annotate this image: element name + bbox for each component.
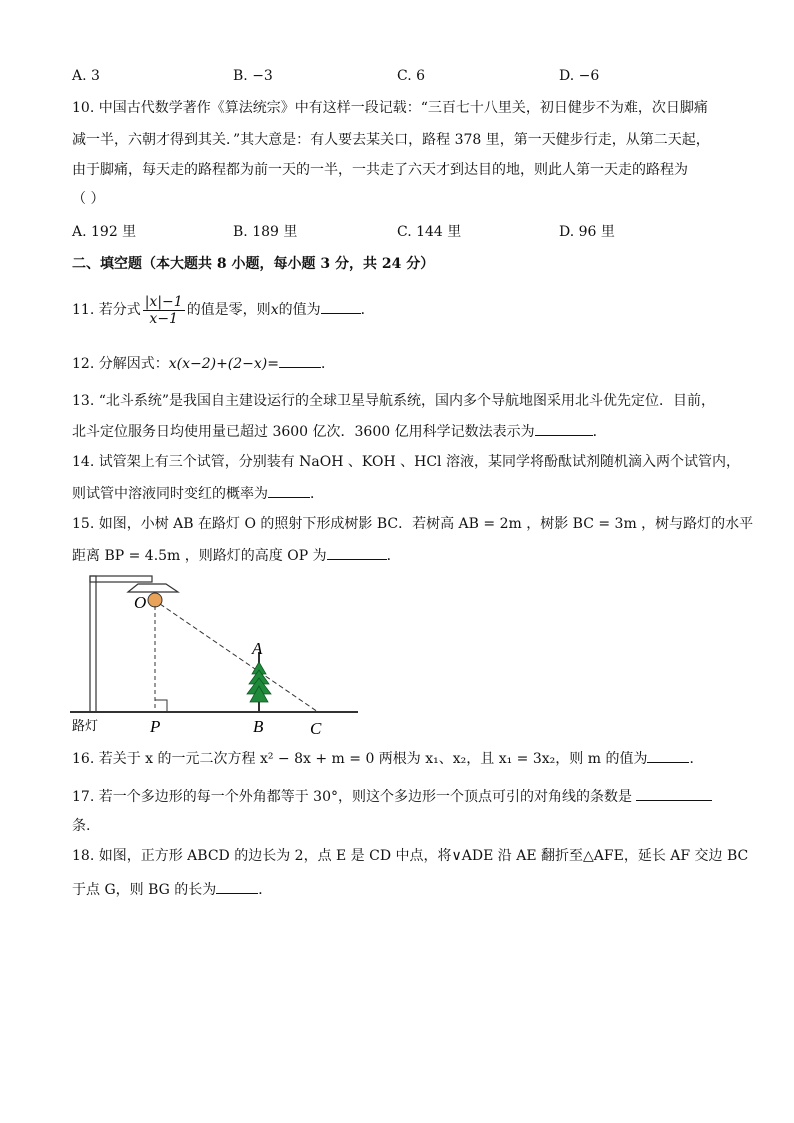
q9-option-a: A. 3 <box>72 68 100 84</box>
q17-line2: 条. <box>72 818 91 834</box>
q16-period: ． <box>689 751 704 767</box>
q9-option-c: C. 6 <box>397 68 426 84</box>
label-a: A <box>252 639 263 658</box>
tree-icon <box>247 662 271 702</box>
q17-answer-blank[interactable] <box>636 787 712 801</box>
q13-line1: 13. “北斗系统”是我国自主建设运行的全球卫星导航系统，国内多个导航地图采用北斗优先定位．目前， <box>72 393 716 409</box>
label-o: O <box>134 593 147 612</box>
q11-period: ． <box>360 302 375 318</box>
section-title: 二、填空题（本大题共 8 小题，每小题 3 分，共 24 分） <box>72 256 435 272</box>
q16 <box>72 749 703 768</box>
q12 <box>72 354 335 373</box>
q9-option-d: D. −6 <box>559 68 600 84</box>
label-c: C <box>310 719 322 738</box>
label-b: B <box>253 717 264 736</box>
q11-prefix: 11. 若分式 <box>72 302 141 318</box>
q17 <box>72 787 712 806</box>
lamp-pole <box>90 576 96 712</box>
q18-line2-wrap <box>72 880 272 899</box>
q15-answer-blank[interactable] <box>327 546 387 560</box>
q10-line1: 10. 中国古代数学著作《算法统宗》中有这样一段记载：“三百七十八里关，初日健步不为难，次日脚痛 <box>72 100 708 116</box>
q14-line2-wrap <box>72 484 324 503</box>
q10-option-c: C. 144 里 <box>397 224 462 240</box>
q12-expr: x(x−2)+(2−x)= <box>168 356 279 372</box>
q15-line2: 距离 BP = 4.5m ，则路灯的高度 OP 为 <box>72 548 327 564</box>
q11-suffix2: 的值为 <box>278 302 321 318</box>
q16-answer-blank[interactable] <box>647 749 689 763</box>
q11-var: x <box>270 302 279 318</box>
q13-line2: 北斗定位服务日均使用量已超过 3600 亿次．3600 亿用科学记数法表示为 <box>72 424 535 440</box>
q11-fraction <box>143 294 185 327</box>
q13-line2-wrap <box>72 422 607 441</box>
q12-period: ． <box>321 356 335 372</box>
right-angle-mark <box>155 700 167 712</box>
q18-line2: 于点 G，则 BG 的长为 <box>72 882 217 898</box>
streetlight-figure <box>70 570 365 740</box>
q11-denominator: x−1 <box>149 310 178 327</box>
q15-line1: 15. 如图，小树 AB 在路灯 O 的照射下形成树影 BC．若树高 AB = 2m ，树影 BC = 3m ，树与路灯的水平 <box>72 516 754 532</box>
q10-option-a: A. 192 里 <box>72 224 137 240</box>
q10-option-b: B. 189 里 <box>233 224 298 240</box>
q15-period: ． <box>386 548 401 564</box>
q10-line4: （ ） <box>72 191 105 207</box>
q14-answer-blank[interactable] <box>268 484 310 498</box>
label-ground: 路灯 <box>72 718 99 733</box>
q14-period: ． <box>310 486 324 502</box>
q13-answer-blank[interactable] <box>535 422 593 436</box>
q16-text: 16. 若关于 x 的一元二次方程 x² − 8x + m = 0 两根为 x₁、x₂，且 x₁ = 3x₂，则 m 的值为 <box>72 751 648 767</box>
q12-prefix: 12. 分解因式： <box>72 356 169 372</box>
q13-period: ． <box>592 424 607 440</box>
q15-line2-wrap <box>72 546 401 565</box>
q18-answer-blank[interactable] <box>216 880 258 894</box>
q17-line1: 17. 若一个多边形的每一个外角都等于 30°，则这个多边形一个顶点可引的对角线的条数是 <box>72 789 632 805</box>
label-p: P <box>150 717 161 736</box>
q18-line1: 18. 如图，正方形 ABCD 的边长为 2，点 E 是 CD 中点，将∨ADE 沿 AE 翻折至△AFE，延长 AF 交边 BC <box>72 848 749 864</box>
lamp-arm <box>90 576 152 582</box>
q10-option-d: D. 96 里 <box>559 224 615 240</box>
line-oc <box>160 604 318 712</box>
q9-option-b: B. −3 <box>233 68 273 84</box>
q11 <box>72 292 375 328</box>
q11-numerator: |x|−1 <box>144 293 183 310</box>
lamp-bulb <box>148 593 162 607</box>
q14-line1: 14. 试管架上有三个试管，分别装有 NaOH 、KOH 、HCl 溶液，某同学将酚酞试剂随机滴入两个试管内， <box>72 454 740 470</box>
q10-line2: 减一半，六朝才得到其关．”其大意是：有人要去某关口，路程 378 里，第一天健步行走，从第二天起， <box>72 132 710 148</box>
q10-line3: 由于脚痛，每天走的路程都为前一天的一半，一共走了六天才到达目的地，则此人第一天走的路程为 <box>72 162 688 178</box>
q18-period: ． <box>258 882 273 898</box>
q11-suffix: 的值是零，则 <box>186 302 271 318</box>
q12-answer-blank[interactable] <box>279 354 321 368</box>
q14-line2: 则试管中溶液同时变红的概率为 <box>72 486 268 502</box>
q11-answer-blank[interactable] <box>321 300 361 314</box>
lamp-shade <box>128 584 178 592</box>
